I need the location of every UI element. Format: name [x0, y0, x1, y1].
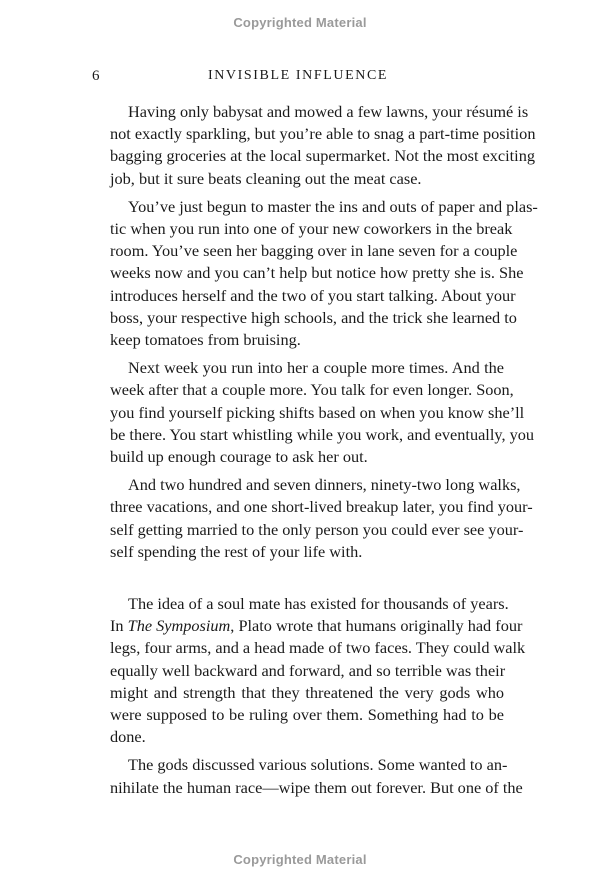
text-line: you find yourself picking shifts based on when you know she’ll	[110, 402, 525, 422]
text-line	[92, 615, 523, 637]
text-line: were supposed to be ruling over them. Something had to be	[110, 705, 504, 725]
text-line: job, but it sure beats cleaning out the meat case.	[110, 168, 422, 188]
text-line: The gods discussed various solutions. Some wanted to an-	[128, 755, 508, 775]
text-line: boss, your respective high schools, and the trick she learned to	[110, 307, 517, 327]
text-line: introduces herself and the two of you start talking. About your	[110, 285, 516, 305]
text-line: You’ve just begun to master the ins and outs of paper and plas-	[128, 196, 538, 216]
text-line: build up enough courage to ask her out.	[110, 447, 368, 467]
text-line: done.	[110, 727, 146, 747]
text-line: The idea of a soul mate has existed for thousands of years.	[128, 594, 509, 613]
text-line: And two hundred and seven dinners, ninety-two long walks,	[128, 475, 521, 495]
section-two	[92, 593, 526, 799]
text-line: be there. You start whistling while you work, and eventually, you	[110, 424, 535, 444]
book-title-italic: The Symposium	[127, 616, 231, 636]
text-line: room. You’ve seen her bagging over in lane seven for a couple	[110, 241, 518, 261]
text-line: self spending the rest of your life with.	[110, 541, 363, 561]
text-line: tic when you run into one of your new coworkers in the break	[110, 219, 513, 239]
paragraph-4	[92, 474, 533, 563]
text-line: keep tomatoes from bruising.	[110, 330, 301, 350]
text-fragment: In	[110, 616, 128, 636]
text-fragment: , Plato wrote that humans originally had four	[230, 616, 523, 636]
text-line: self getting married to the only person you could ever see your-	[110, 519, 524, 539]
copyright-watermark-bottom: Copyrighted Material	[233, 852, 367, 867]
text-line: Having only babysat and mowed a few lawns, your résumé is	[128, 102, 529, 121]
paragraph-3	[92, 357, 535, 468]
text-line: weeks now and you can’t help but notice how pretty she is. She	[110, 263, 524, 283]
page-number: 6	[92, 68, 100, 84]
paragraph-6	[92, 754, 523, 798]
text-line: equally well backward and forward, and so terrible was their	[110, 660, 506, 680]
text-line: might and strength that they threatened the very gods who	[110, 682, 504, 702]
text-line: Next week you run into her a couple more times. And the	[128, 358, 504, 378]
running-head	[92, 68, 504, 90]
copyright-watermark-top: Copyrighted Material	[233, 15, 367, 30]
paragraph-1	[92, 101, 536, 190]
text-line: bagging groceries at the local supermarket. Not the most exciting	[110, 146, 535, 166]
text-line: week after that a couple more. You talk for even longer. Soon,	[110, 380, 514, 400]
text-line: not exactly sparkling, but you’re able to snag a part-time position	[110, 124, 536, 144]
section-one	[92, 101, 538, 563]
text-line: three vacations, and one short-lived breakup later, you find your-	[110, 497, 533, 517]
book-title: INVISIBLE INFLUENCE	[207, 68, 389, 83]
text-line: nihilate the human race—wipe them out forever. But one of the	[110, 777, 523, 797]
text-line: legs, four arms, and a head made of two faces. They could walk	[110, 638, 526, 658]
paragraph-2	[92, 196, 538, 351]
paragraph-5	[92, 593, 526, 748]
